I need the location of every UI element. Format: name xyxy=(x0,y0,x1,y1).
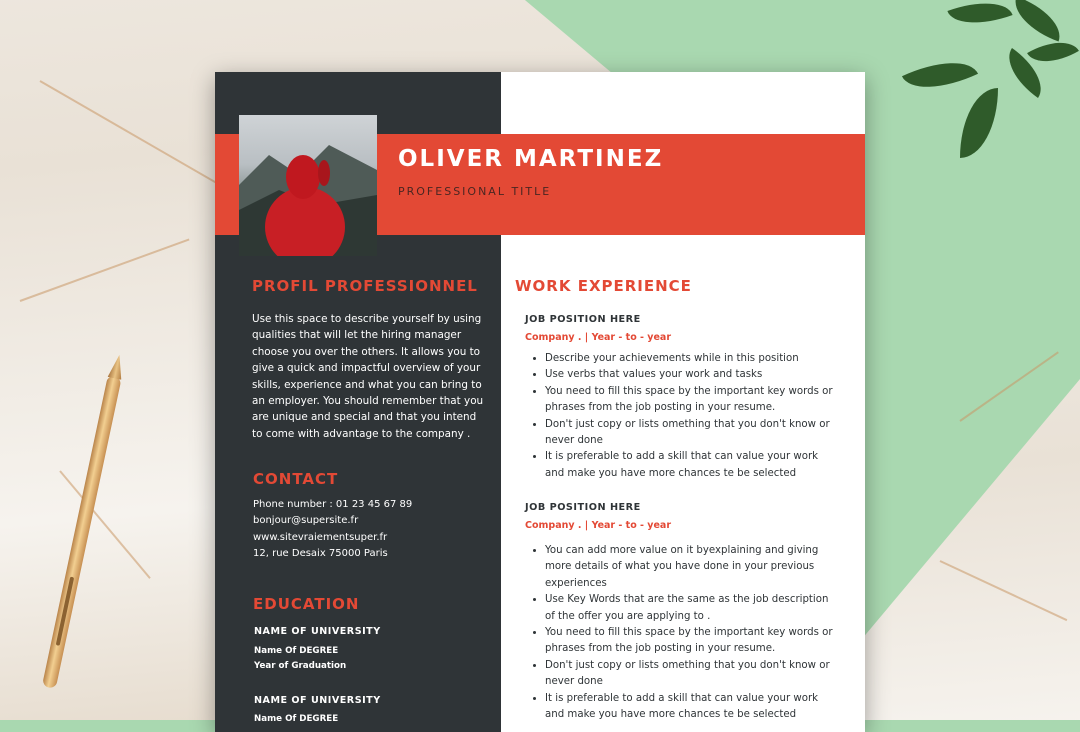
list-item: • You need to fill this space by the important key words or phrases from the job posting in your resume. xyxy=(545,625,835,658)
professional-title: PROFESSIONAL TITLE xyxy=(398,185,552,198)
profile-photo xyxy=(239,115,377,256)
contact-phone: Phone number : 01 23 45 67 89 xyxy=(253,499,413,510)
profile-text: Use this space to describe yourself by using qualities that will let the hiring manager choose you over the others. It allows you to give a quick and impactful overview of your skills, experience and what you can bring to an employer. You should remember that you are unique and special and that you intend to come with advantage to the company . xyxy=(252,313,484,440)
resume-page xyxy=(215,72,865,732)
leaf-branch-icon xyxy=(900,0,1080,160)
list-item: • It is preferable to add a skill that can value your work and make you have more chances te be selected xyxy=(545,691,835,724)
work-experience-heading: WORK EXPERIENCE xyxy=(515,277,692,295)
education-university: NAME OF UNIVERSITY xyxy=(254,695,381,706)
list-item: • Use Key Words that are the same as the job description of the offer you are applying to . xyxy=(545,592,835,625)
contact-info xyxy=(253,497,412,563)
list-item: • You can add more value on it byexplaining and giving more details of what you have done in your previous experiences xyxy=(545,543,835,592)
contact-email[interactable]: bonjour@supersite.fr xyxy=(253,515,359,527)
list-item: • You need to fill this space by the important key words or phrases from the job posting in your resume. xyxy=(545,384,835,417)
education-degree: Name Of DEGREE Year of Graduation xyxy=(254,646,347,671)
profile-heading: PROFIL PROFESSIONNEL xyxy=(252,277,478,295)
job-bullet-list xyxy=(525,351,835,482)
list-item: • Don't just copy or lists omething that you don't know or never done xyxy=(545,417,835,450)
list-item: • Don't just copy or lists omething that you don't know or never done xyxy=(545,658,835,691)
list-item: • Describe your achievements while in this position xyxy=(545,351,835,367)
education-heading: EDUCATION xyxy=(253,595,360,613)
contact-heading: CONTACT xyxy=(253,470,339,488)
education-degree: Name Of DEGREE xyxy=(254,714,339,724)
job-position: JOB POSITION HERE xyxy=(525,314,641,325)
candidate-name: OLIVER MARTINEZ xyxy=(398,146,664,172)
contact-address: 12, rue Desaix 75000 Paris xyxy=(253,548,388,560)
list-item: • Use verbs that values your work and tasks xyxy=(545,367,835,383)
education-university: NAME OF UNIVERSITY xyxy=(254,626,381,637)
job-bullet-list xyxy=(525,543,835,723)
job-company: Company . | Year - to - year xyxy=(525,520,672,531)
job-position: JOB POSITION HERE xyxy=(525,502,641,513)
job-company: Company . | Year - to - year xyxy=(525,332,672,343)
list-item: • It is preferable to add a skill that can value your work and make you have more chances te be selected xyxy=(545,449,835,482)
contact-website[interactable]: www.sitevraiementsuper.fr xyxy=(253,531,388,543)
